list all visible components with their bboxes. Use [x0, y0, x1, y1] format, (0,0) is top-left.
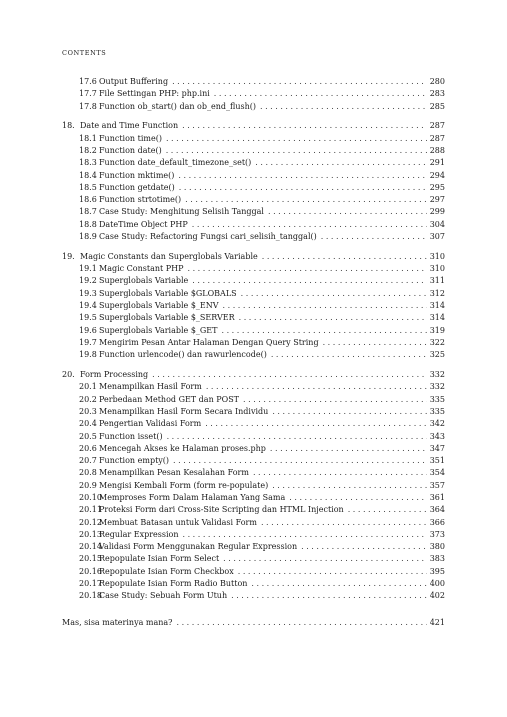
toc-section-entry[interactable] [62, 206, 445, 218]
entry-number: 20.4 [79, 419, 97, 429]
entry-number: 18. [62, 121, 75, 131]
entry-number: 20.9 [79, 480, 97, 490]
entry-page-number: 421 [429, 617, 445, 627]
entry-page-number: 373 [429, 529, 445, 539]
dot-leader [172, 76, 427, 88]
dot-leader [271, 349, 427, 361]
entry-number: 20.3 [79, 406, 97, 416]
toc-section-entry[interactable] [62, 182, 445, 194]
toc-section-entry[interactable] [62, 578, 445, 590]
dot-leader [301, 541, 427, 553]
entry-page-number: 361 [429, 493, 445, 502]
entry-title: Mencegah Akses ke Halaman proses.php [99, 443, 266, 453]
entry-page-number: 304 [429, 219, 445, 229]
entry-title: Membuat Batasan untuk Validasi Form [99, 517, 257, 527]
dot-leader [185, 194, 427, 206]
entry-page-number: 314 [429, 301, 445, 311]
entry-number: 20.14 [79, 542, 102, 552]
dot-leader [348, 504, 427, 516]
dot-leader [239, 312, 427, 324]
entry-page-number: 299 [429, 207, 445, 217]
entry-page-number: 383 [429, 554, 445, 564]
entry-title: Superglobals Variable $GLOBALS [99, 288, 237, 298]
dot-leader [178, 170, 426, 182]
entry-number: 18.4 [79, 170, 97, 180]
entry-page-number: 287 [429, 121, 445, 131]
entry-page-number: 295 [429, 182, 445, 192]
toc-section-entry[interactable] [62, 541, 445, 553]
entry-number: 19.3 [79, 288, 97, 298]
dot-leader [255, 157, 426, 169]
dot-leader [167, 431, 427, 443]
entry-number: 18.5 [79, 182, 97, 192]
toc-section-entry[interactable] [62, 517, 445, 529]
entry-page-number: 335 [429, 406, 445, 416]
toc-section-entry[interactable] [62, 467, 445, 479]
entry-page-number: 332 [429, 382, 445, 392]
dot-leader [221, 325, 426, 337]
entry-page-number: 312 [429, 288, 445, 298]
entry-title: Function time() [99, 133, 162, 143]
entry-title: Function ob_start() dan ob_end_flush() [99, 101, 256, 111]
toc-section-entry[interactable] [62, 431, 445, 443]
dot-leader [261, 517, 427, 529]
entry-title: Function getdate() [99, 182, 175, 192]
entry-page-number: 347 [429, 443, 445, 453]
toc-section-entry[interactable] [62, 406, 445, 418]
entry-number: 20.11 [79, 505, 102, 515]
toc-section-entry[interactable] [62, 101, 445, 113]
entry-title: Regular Expression [99, 529, 179, 539]
entry-page-number: 310 [429, 251, 445, 261]
entry-number: 19. [62, 251, 75, 261]
dot-leader [272, 480, 427, 492]
entry-number: 19.6 [79, 325, 97, 335]
entry-title: Menampilkan Hasil Form Secara Individu [99, 406, 269, 416]
entry-page-number: 287 [429, 133, 445, 143]
entry-number: 19.4 [79, 301, 97, 311]
entry-title: Superglobals Variable $_ENV [99, 301, 219, 311]
entry-page-number: 322 [429, 337, 445, 347]
dot-leader [231, 590, 427, 602]
entry-title: Function mktime() [99, 170, 175, 180]
entry-title: DateTime Object PHP [99, 219, 188, 229]
dot-leader [272, 406, 426, 418]
toc-section-entry[interactable] [62, 275, 445, 287]
entry-number: 17.7 [79, 89, 97, 99]
toc-section-entry[interactable] [62, 76, 445, 88]
entry-number: 20.15 [79, 554, 102, 564]
toc-section-entry[interactable] [62, 566, 445, 578]
entry-number: 20.18 [79, 591, 102, 601]
entry-title: Function isset() [99, 431, 163, 441]
entry-title: Repopulate Isian Form Checkbox [99, 566, 234, 576]
table-of-contents [62, 76, 445, 629]
entry-number: 19.8 [79, 350, 97, 360]
entry-page-number: 280 [429, 77, 445, 86]
toc-section-entry[interactable] [62, 455, 445, 467]
dot-leader [173, 455, 427, 467]
entry-page-number: 314 [429, 313, 445, 323]
toc-chapter-entry[interactable] [62, 369, 445, 381]
entry-page-number: 311 [429, 276, 445, 286]
toc-chapter-entry[interactable] [62, 120, 445, 132]
dot-leader [270, 443, 427, 455]
entry-title: Magic Constants dan Superglobals Variable [80, 251, 258, 261]
toc-section-entry[interactable] [62, 231, 445, 243]
entry-number: 18.8 [79, 219, 97, 229]
entry-number: 20.5 [79, 431, 97, 441]
entry-title: Repopulate Isian Form Select [99, 554, 220, 564]
entry-number: 19.5 [79, 313, 97, 323]
toc-section-entry[interactable] [62, 504, 445, 516]
entry-page-number: 310 [429, 264, 445, 274]
entry-page-number: 332 [429, 370, 445, 380]
toc-section-entry[interactable] [62, 300, 445, 312]
dot-leader [176, 617, 426, 629]
dot-leader [214, 88, 427, 100]
dot-leader [323, 337, 427, 349]
dot-leader [241, 288, 427, 300]
entry-number: 19.2 [79, 276, 97, 286]
dot-leader [166, 145, 427, 157]
toc-section-entry[interactable] [62, 288, 445, 300]
entry-number: 20.12 [79, 517, 102, 527]
entry-number: 20.6 [79, 443, 97, 453]
entry-title: Repopulate Isian Form Radio Button [99, 579, 248, 589]
toc-section-entry[interactable] [62, 219, 445, 231]
entry-page-number: 297 [429, 195, 445, 205]
entry-page-number: 307 [429, 232, 445, 242]
entry-number: 18.7 [79, 207, 97, 217]
entry-page-number: 342 [429, 419, 445, 429]
entry-number: 17.8 [79, 101, 97, 111]
dot-leader [268, 206, 427, 218]
dot-leader [206, 381, 427, 393]
entry-number: 18.2 [79, 145, 97, 155]
dot-leader [182, 120, 427, 132]
dot-leader [243, 394, 427, 406]
entry-title: Case Study: Menghitung Selisih Tanggal [99, 207, 264, 217]
dot-leader [238, 566, 427, 578]
dot-leader [183, 529, 427, 541]
toc-section-entry[interactable] [62, 443, 445, 455]
entry-title: Superglobals Variable [99, 276, 189, 286]
entry-page-number: 400 [429, 579, 445, 589]
entry-page-number: 283 [429, 89, 445, 99]
toc-section-entry[interactable] [62, 480, 445, 492]
toc-section-entry[interactable] [62, 145, 445, 157]
entry-page-number: 285 [429, 101, 445, 111]
entry-title: Mengisi Kembali Form (form re-populate) [99, 480, 269, 490]
toc-section-entry[interactable] [62, 394, 445, 406]
entry-title: Output Buffering [99, 77, 169, 86]
entry-page-number: 395 [429, 566, 445, 576]
dot-leader [166, 133, 427, 145]
entry-title: Function empty() [99, 456, 170, 466]
entry-page-number: 325 [429, 350, 445, 360]
entry-page-number: 366 [429, 517, 445, 527]
entry-title: Mengirim Pesan Antar Halaman Dengan Query String [99, 337, 319, 347]
entry-title: File Settingan PHP: php.ini [99, 89, 210, 99]
toc-section-entry[interactable] [62, 590, 445, 602]
entry-page-number: 351 [429, 456, 445, 466]
toc-section-entry[interactable] [62, 381, 445, 393]
entry-title: Case Study: Sebuah Form Utuh [99, 591, 228, 601]
entry-page-number: 380 [429, 542, 445, 552]
entry-number: 20.10 [79, 493, 102, 502]
running-header: CONTENTS [62, 49, 107, 57]
dot-leader [289, 492, 426, 504]
entry-title: Case Study: Refactoring Fungsi cari_selisih_tanggal() [99, 232, 317, 242]
entry-number: 20.17 [79, 579, 102, 589]
entry-number: 20.7 [79, 456, 97, 466]
toc-section-entry[interactable] [62, 312, 445, 324]
entry-title: Memproses Form Dalam Halaman Yang Sama [99, 493, 286, 502]
toc-section-entry[interactable] [62, 492, 445, 504]
entry-title: Function urlencode() dan rawurlencode() [99, 350, 267, 360]
entry-title: Magic Constant PHP [99, 264, 184, 274]
dot-leader [188, 263, 427, 275]
toc-section-entry[interactable] [62, 418, 445, 430]
entry-number: 18.6 [79, 195, 97, 205]
dot-leader [152, 369, 427, 381]
toc-section-entry[interactable] [62, 349, 445, 361]
dot-leader [192, 219, 427, 231]
toc-section-entry[interactable] [62, 529, 445, 541]
entry-number: 18.3 [79, 158, 97, 168]
entry-title: Function date() [99, 145, 162, 155]
entry-number: 18.9 [79, 232, 97, 242]
entry-title: Form Processing [80, 370, 149, 380]
entry-title: Superglobals Variable $_GET [99, 325, 218, 335]
entry-title: Proteksi Form dari Cross-Site Scripting dan HTML Injection [99, 505, 344, 515]
entry-number: 20. [62, 370, 75, 380]
dot-leader [321, 231, 427, 243]
toc-section-entry[interactable] [62, 88, 445, 100]
dot-leader [205, 418, 427, 430]
dot-leader [179, 182, 427, 194]
toc-section-entry[interactable] [62, 553, 445, 565]
entry-page-number: 291 [429, 158, 445, 168]
toc-section-entry[interactable] [62, 170, 445, 182]
dot-leader [192, 275, 426, 287]
entry-page-number: 402 [429, 591, 445, 601]
dot-leader [262, 251, 427, 263]
entry-number: 20.16 [79, 566, 102, 576]
dot-leader [223, 553, 427, 565]
entry-number: 20.8 [79, 468, 97, 478]
entry-title: Function date_default_timezone_set() [99, 158, 252, 168]
entry-page-number: 319 [429, 325, 445, 335]
entry-page-number: 294 [429, 170, 445, 180]
entry-page-number: 357 [429, 480, 445, 490]
entry-title: Mas, sisa materinya mana? [62, 617, 173, 627]
toc-section-entry[interactable] [62, 325, 445, 337]
toc-section-entry[interactable] [62, 337, 445, 349]
dot-leader [253, 467, 427, 479]
entry-page-number: 288 [429, 145, 445, 155]
entry-title: Date and Time Function [80, 121, 179, 131]
entry-number: 19.7 [79, 337, 97, 347]
entry-number: 18.1 [79, 133, 97, 143]
entry-number: 20.13 [79, 529, 102, 539]
entry-page-number: 335 [429, 394, 445, 404]
toc-section-entry[interactable] [62, 263, 445, 275]
entry-title: Menampilkan Pesan Kesalahan Form [99, 468, 249, 478]
entry-number: 20.2 [79, 394, 97, 404]
entry-page-number: 364 [429, 505, 445, 515]
dot-leader [251, 578, 426, 590]
toc-final-entry[interactable] [62, 617, 445, 629]
entry-page-number: 343 [429, 431, 445, 441]
entry-number: 19.1 [79, 264, 97, 274]
entry-number: 17.6 [79, 77, 97, 86]
entry-title: Menampilkan Hasil Form [99, 382, 202, 392]
toc-chapter-entry[interactable] [62, 251, 445, 263]
toc-section-entry[interactable] [62, 194, 445, 206]
dot-leader [260, 101, 427, 113]
entry-title: Pengertian Validasi Form [99, 419, 202, 429]
entry-title: Function strtotime() [99, 195, 182, 205]
toc-section-entry[interactable] [62, 133, 445, 145]
entry-title: Validasi Form Menggunakan Regular Expression [99, 542, 298, 552]
entry-number: 20.1 [79, 382, 97, 392]
entry-page-number: 354 [429, 468, 445, 478]
entry-title: Superglobals Variable $_SERVER [99, 313, 235, 323]
entry-title: Perbedaan Method GET dan POST [99, 394, 240, 404]
toc-section-entry[interactable] [62, 157, 445, 169]
dot-leader [223, 300, 427, 312]
